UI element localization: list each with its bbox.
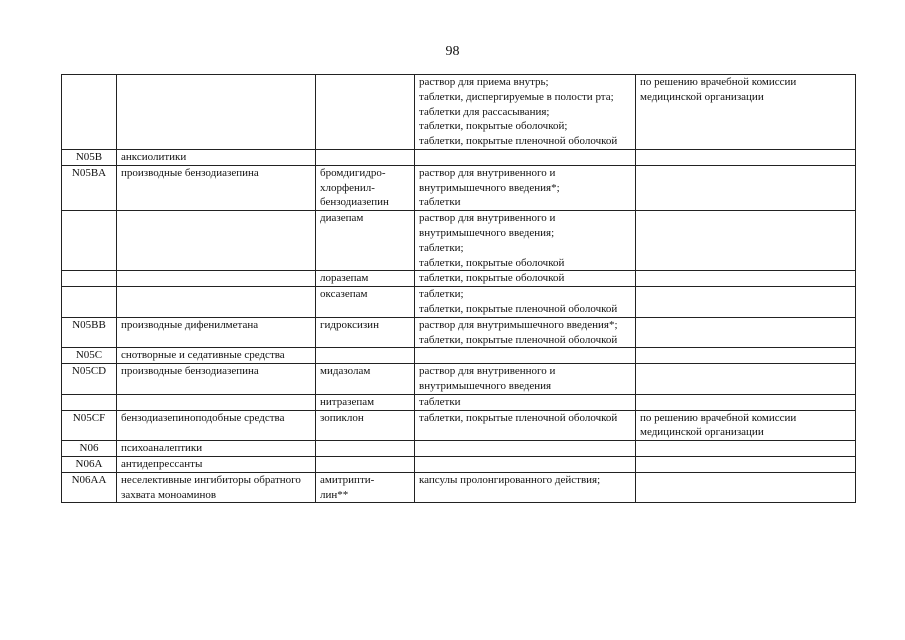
anatomical-group-cell: производные дифенилметана <box>117 317 316 348</box>
drug-list-table <box>61 74 856 503</box>
atc-code-cell <box>62 287 117 318</box>
table-row <box>62 149 856 165</box>
atc-code-cell: N05CD <box>62 364 117 395</box>
dosage-forms-cell: таблетки; таблетки, покрытые пленочной оболочкой <box>415 287 636 318</box>
anatomical-group-cell: неселективные ингибиторы обратного захвата моноаминов <box>117 472 316 503</box>
drug-name-cell <box>316 456 415 472</box>
note-cell <box>636 394 856 410</box>
atc-code-cell: N05B <box>62 149 117 165</box>
drug-name-cell: лоразепам <box>316 271 415 287</box>
note-cell <box>636 287 856 318</box>
table-row <box>62 287 856 318</box>
dosage-forms-cell <box>415 149 636 165</box>
table-row <box>62 394 856 410</box>
dosage-forms-cell: раствор для внутривенного и внутримышечного введения <box>415 364 636 395</box>
note-cell <box>636 441 856 457</box>
dosage-forms-cell: раствор для внутривенного и внутримышечного введения*; таблетки <box>415 165 636 210</box>
page-number: 98 <box>445 44 460 59</box>
drug-name-cell: мидазолам <box>316 364 415 395</box>
drug-name-cell <box>316 75 415 150</box>
table-row <box>62 317 856 348</box>
drug-name-cell <box>316 149 415 165</box>
anatomical-group-cell: анксиолитики <box>117 149 316 165</box>
dosage-forms-cell: капсулы пролонгированного действия; <box>415 472 636 503</box>
table-body <box>62 75 856 503</box>
atc-code-cell: N06 <box>62 441 117 457</box>
anatomical-group-cell: производные бензодиазепина <box>117 165 316 210</box>
anatomical-group-cell: бензодиазепиноподобные средства <box>117 410 316 441</box>
note-cell <box>636 472 856 503</box>
note-cell <box>636 271 856 287</box>
drug-name-cell: нитразепам <box>316 394 415 410</box>
anatomical-group-cell <box>117 394 316 410</box>
drug-name-cell <box>316 348 415 364</box>
dosage-forms-cell: раствор для внутривенного и внутримышечного введения; таблетки; таблетки, покрытые оболочкой <box>415 211 636 271</box>
note-cell <box>636 165 856 210</box>
dosage-forms-cell: таблетки, покрытые пленочной оболочкой <box>415 410 636 441</box>
note-cell <box>636 348 856 364</box>
table-row <box>62 410 856 441</box>
atc-code-cell: N06A <box>62 456 117 472</box>
atc-code-cell: N05CF <box>62 410 117 441</box>
anatomical-group-cell <box>117 75 316 150</box>
table-row <box>62 271 856 287</box>
table-row <box>62 441 856 457</box>
atc-code-cell: N05BB <box>62 317 117 348</box>
atc-code-cell: N05C <box>62 348 117 364</box>
table-row <box>62 75 856 150</box>
atc-code-cell: N05BA <box>62 165 117 210</box>
dosage-forms-cell: таблетки, покрытые оболочкой <box>415 271 636 287</box>
anatomical-group-cell <box>117 211 316 271</box>
drug-name-cell: зопиклон <box>316 410 415 441</box>
atc-code-cell <box>62 394 117 410</box>
anatomical-group-cell: антидепрессанты <box>117 456 316 472</box>
note-cell <box>636 211 856 271</box>
drug-name-cell: диазепам <box>316 211 415 271</box>
note-cell: по решению врачебной комиссии медицинской организации <box>636 410 856 441</box>
atc-code-cell <box>62 75 117 150</box>
atc-code-cell <box>62 211 117 271</box>
drug-name-cell: гидроксизин <box>316 317 415 348</box>
table-row <box>62 364 856 395</box>
anatomical-group-cell: психоаналептики <box>117 441 316 457</box>
anatomical-group-cell <box>117 271 316 287</box>
dosage-forms-cell: раствор для приема внутрь; таблетки, диспергируемые в полости рта; таблетки для рассасывания; таблетки, покрытые оболочкой; таблетки, покрытые пленочной оболочкой <box>415 75 636 150</box>
atc-code-cell: N06AA <box>62 472 117 503</box>
dosage-forms-cell: раствор для внутримышечного введения*; таблетки, покрытые пленочной оболочкой <box>415 317 636 348</box>
drug-name-cell: оксазепам <box>316 287 415 318</box>
drug-name-cell: амитрипти- лин** <box>316 472 415 503</box>
note-cell: по решению врачебной комиссии медицинской организации <box>636 75 856 150</box>
table-row <box>62 472 856 503</box>
drug-name-cell: бромдигидро- хлорфенил- бензодиазепин <box>316 165 415 210</box>
note-cell <box>636 456 856 472</box>
note-cell <box>636 149 856 165</box>
anatomical-group-cell <box>117 287 316 318</box>
table-row <box>62 211 856 271</box>
anatomical-group-cell: снотворные и седативные средства <box>117 348 316 364</box>
table-row <box>62 456 856 472</box>
dosage-forms-cell: таблетки <box>415 394 636 410</box>
dosage-forms-cell <box>415 441 636 457</box>
table-row <box>62 165 856 210</box>
note-cell <box>636 317 856 348</box>
drug-name-cell <box>316 441 415 457</box>
atc-code-cell <box>62 271 117 287</box>
table-row <box>62 348 856 364</box>
dosage-forms-cell <box>415 348 636 364</box>
note-cell <box>636 364 856 395</box>
dosage-forms-cell <box>415 456 636 472</box>
anatomical-group-cell: производные бензодиазепина <box>117 364 316 395</box>
